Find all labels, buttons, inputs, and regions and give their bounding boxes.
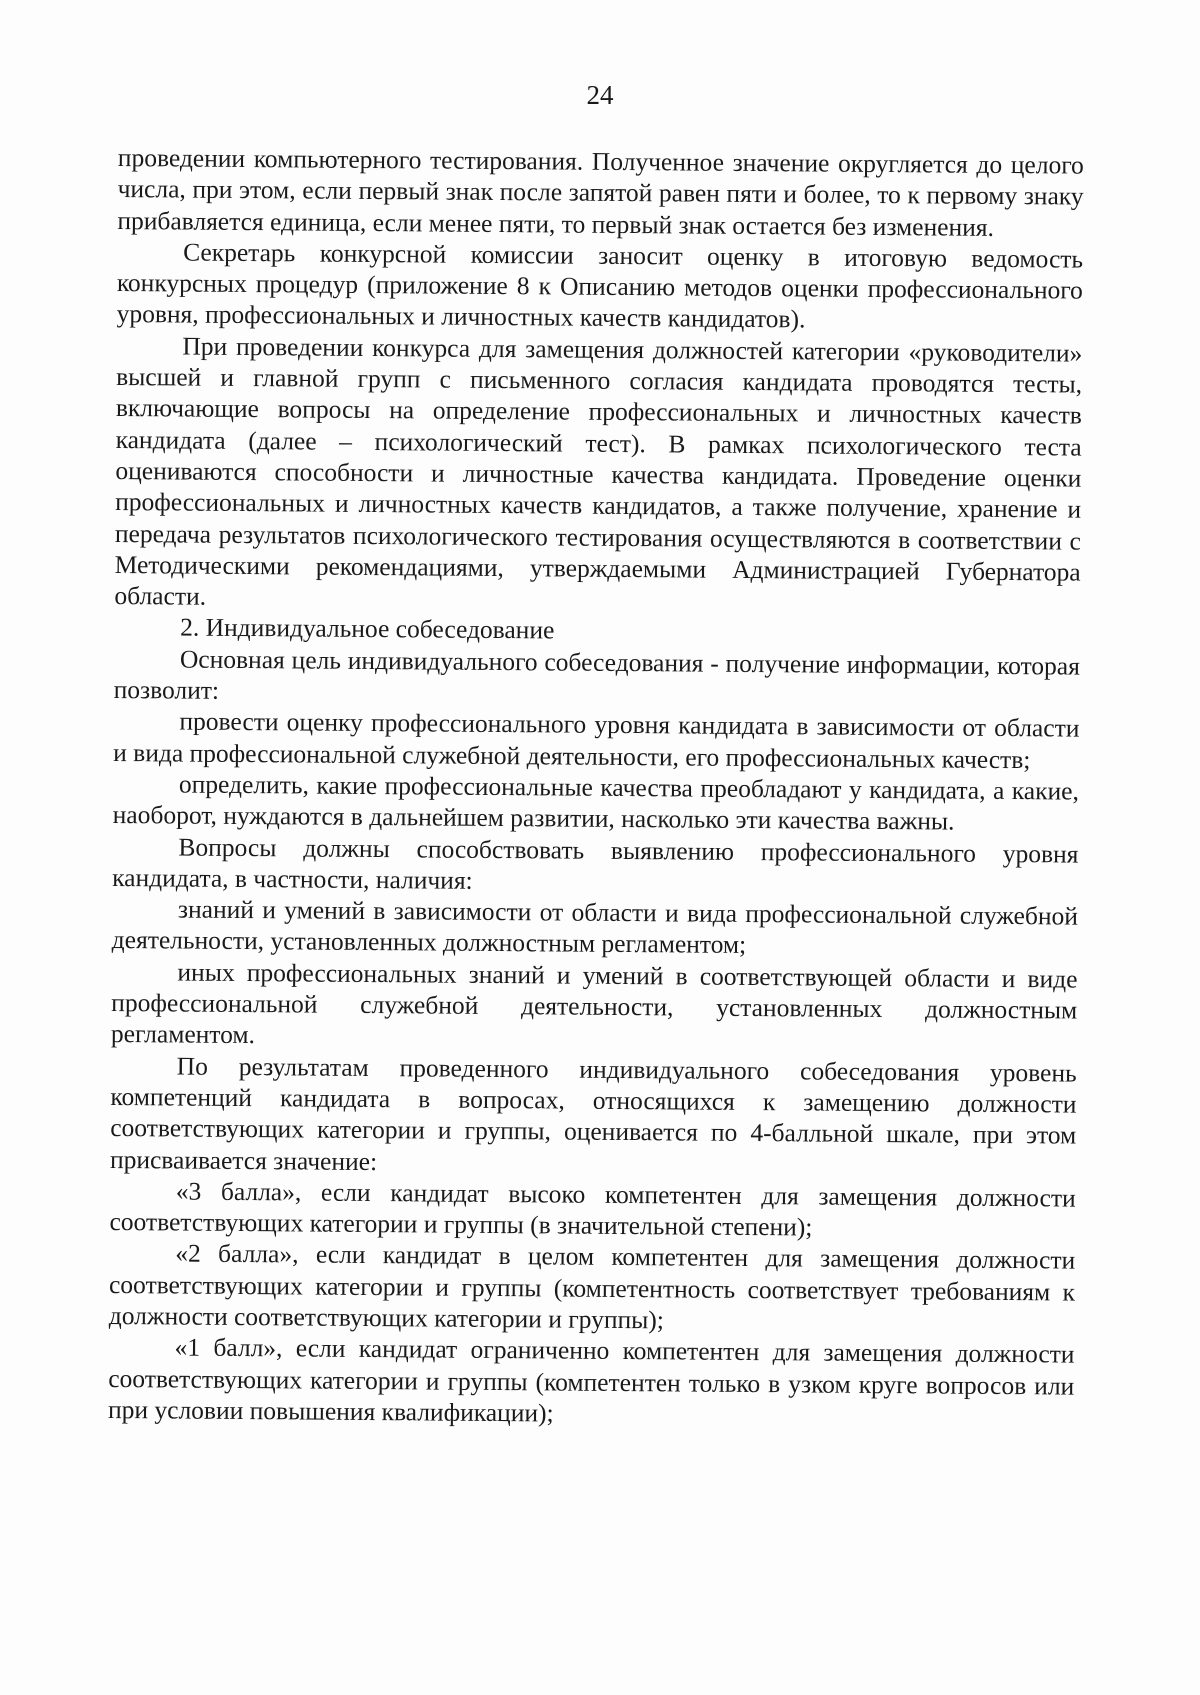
document-body [108, 142, 1084, 1433]
paragraph-score-3: «3 балла», если кандидат высоко компетентен для замещения должности соответствующих категории и группы (в значительной степени); [109, 1176, 1076, 1242]
paragraph-score-2: «2 балла», если кандидат в целом компетентен для замещения должности соответствующих категории и группы (компетентность соответствует требованиям к должности соответствующих категории и группы); [108, 1238, 1076, 1335]
paragraph-interview-purpose: Основная цель индивидуального собеседования - получение информации, которая позволит: [113, 644, 1081, 705]
paragraph-section-heading-interview: 2. Индивидуальное собеседование [180, 612, 555, 645]
paragraph-purpose-assess: провести оценку профессионального уровня кандидата в зависимости от области и вида профессиональной служебной деятельности, его профессиональных качеств; [113, 706, 1080, 774]
paragraph-score-1: «1 балл», если кандидат ограниченно компетентен для замещения должности соответствующих категории и группы (компетентен только в узком круге вопросов или при условии повышения квалификации); [107, 1332, 1075, 1428]
paragraph-other-knowledge: иных профессиональных знаний и умений в соответствующей области и виде профессиональной служебной деятельности, установленных должностным регламентом. [110, 957, 1078, 1050]
paragraph-psychological-test: При проведении конкурса для замещения должностей категории «руководители» высшей и главной групп с письменного согласия кандидата проводятся тесты, включающие вопросы на определение профессиональных и личностных качеств кандидата (далее – психологический тест). В рамках психологического теста оцениваются способности и личностные качества кандидата. Проведение оценки профессиональных и личностных качеств кандидатов, а также получение, хранение и передача результатов психологического тестирования осуществляются в соответствии с Методическими рекомендациями, утверждаемыми Администрацией Губернатора области. [114, 331, 1083, 611]
paragraph-scoring-intro: По результатам проведенного индивидуального собеседования уровень компетенций кандидата в вопросах, относящихся к замещению должности соответствующих категории и группы, оценивается по 4-балльной шкале, при этом присваивается значение: [109, 1051, 1077, 1176]
paragraph-continuation-rounding: проведении компьютерного тестирования. Полученное значение округляется до целого числа, при этом, если первый знак после запятой равен пяти и более, то к первому знаку прибавляется единица, если менее пяти, то первый знак остается без изменения. [117, 142, 1084, 242]
paragraph-questions-intro: Вопросы должны способствовать выявлению профессионального уровня кандидата, в частности, наличия: [112, 832, 1079, 895]
page-number: 24 [586, 80, 614, 110]
paragraph-secretary-records: Секретарь конкурсной комиссии заносит оценку в итоговую ведомость конкурсных процедур (приложение 8 к Описанию методов оценки профессионального уровня, профессиональных и личностных качеств кандидатов). [116, 237, 1084, 334]
paragraph-purpose-determine: определить, какие профессиональные качества преобладают у кандидата, а какие, наоборот, нуждаются в дальнейшем развитии, насколько эти качества важны. [112, 769, 1080, 836]
paragraph-knowledge-regulation: знаний и умений в зависимости от области и вида профессиональной служебной деятельности, установленных должностным регламентом; [111, 894, 1079, 960]
